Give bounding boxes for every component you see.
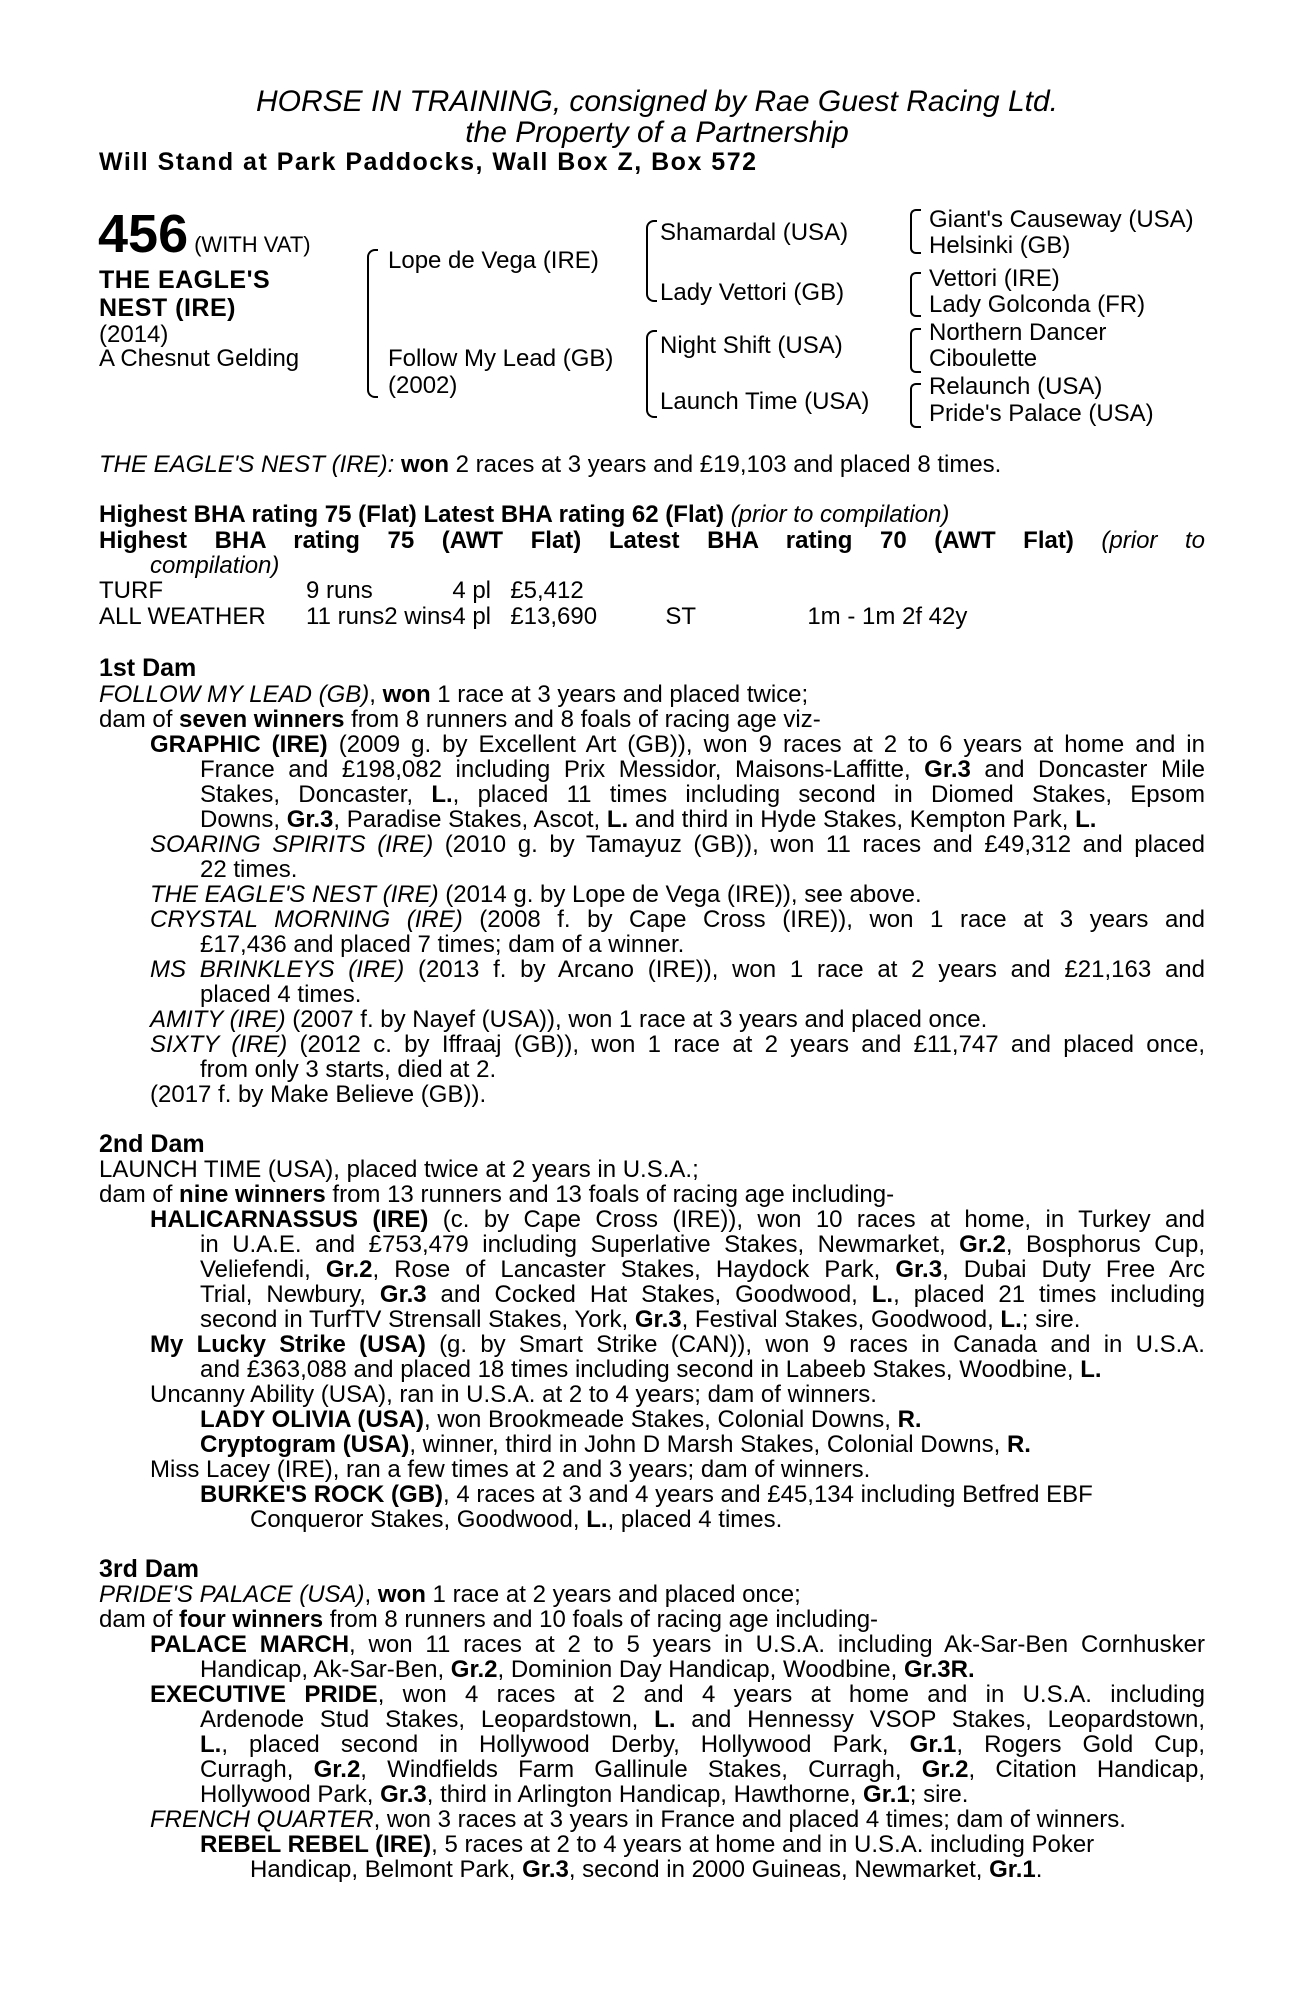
performance-row-aw: ALL WEATHER 11 runs 2 wins 4 pl £13,690 ST 1m - 1m 2f 42y xyxy=(99,603,968,630)
produce-graphic-4: Downs, Gr.3, Paradise Stakes, Ascot, L. and third in Hyde Stakes, Kempton Park, L. xyxy=(200,806,1097,833)
pedigree-brace-g56 xyxy=(910,328,921,373)
pedigree-dam-year: (2002) xyxy=(388,372,458,399)
pedigree-gg2: Helsinki (GB) xyxy=(929,232,1071,259)
foaling-year: (2014) xyxy=(99,321,169,348)
produce-miss-lacey: Miss Lacey (IRE), ran a few times at 2 and 3 years; dam of winners. xyxy=(150,1456,871,1483)
pedigree-dam-dam: Launch Time (USA) xyxy=(660,388,870,415)
produce-rebel-rebel-2: Handicap, Belmont Park, Gr.3, second in 2000 Guineas, Newmarket, Gr.1. xyxy=(250,1856,1043,1883)
vat-note: (WITH VAT) xyxy=(194,232,311,257)
produce-halicarnassus-4: Trial, Newbury, Gr.3 and Cocked Hat Stakes, Goodwood, L., placed 21 times including xyxy=(200,1281,1205,1308)
third-dam-heading: 3rd Dam xyxy=(99,1555,200,1583)
produce-soaring-spirits-2: 22 times. xyxy=(200,856,298,883)
first-dam-line: FOLLOW MY LEAD (GB), won 1 race at 3 years and placed twice; xyxy=(99,681,809,708)
pedigree-gg3: Vettori (IRE) xyxy=(929,265,1060,292)
produce-french-quarter: FRENCH QUARTER, won 3 races at 3 years in France and placed 4 times; dam of winners. xyxy=(150,1806,1126,1833)
performance-row-turf: TURF 9 runs 4 pl £5,412 xyxy=(99,577,584,604)
produce-executive-pride-5: Hollywood Park, Gr.3, third in Arlington Handicap, Hawthorne, Gr.1; sire. xyxy=(200,1781,969,1808)
pedigree-sire-dam: Lady Vettori (GB) xyxy=(660,279,845,306)
produce-halicarnassus-3: Veliefendi, Gr.2, Rose of Lancaster Stakes, Haydock Park, Gr.3, Dubai Duty Free Arc xyxy=(200,1256,1206,1283)
first-dam-heading: 1st Dam xyxy=(99,654,197,682)
produce-ms-brinkleys: MS BRINKLEYS (IRE) (2013 f. by Arcano (IRE)), won 1 race at 2 years and £21,163 and xyxy=(150,956,1205,983)
produce-rebel-rebel: REBEL REBEL (IRE), 5 races at 2 to 4 years at home and in U.S.A. including Poker xyxy=(200,1831,1095,1858)
produce-crystal-morning-2: £17,436 and placed 7 times; dam of a winner. xyxy=(200,931,685,958)
third-dam-line: PRIDE'S PALACE (USA), won 1 race at 2 years and placed once; xyxy=(99,1581,801,1608)
pedigree-gg4: Lady Golconda (FR) xyxy=(929,291,1146,318)
produce-graphic-3: Stakes, Doncaster, L., placed 11 times including second in Diomed Stakes, Epsom xyxy=(200,781,1205,808)
horse-name-line1: THE EAGLE'S xyxy=(99,266,271,294)
pedigree-dam-sire: Night Shift (USA) xyxy=(660,332,843,359)
produce-executive-pride-2: Ardenode Stud Stakes, Leopardstown, L. and Hennessy VSOP Stakes, Leopardstown, xyxy=(200,1706,1206,1733)
produce-crystal-morning: CRYSTAL MORNING (IRE) (2008 f. by Cape Cross (IRE)), won 1 race at 3 years and xyxy=(150,906,1205,933)
horse-description: A Chesnut Gelding xyxy=(99,345,300,372)
produce-lady-olivia: LADY OLIVIA (USA), won Brookmeade Stakes, Colonial Downs, R. xyxy=(200,1406,922,1433)
rating-awt-cont: compilation) xyxy=(150,552,280,579)
race-summary: THE EAGLE'S NEST (IRE): won 2 races at 3 years and £19,103 and placed 8 times. xyxy=(99,451,1002,478)
produce-uncanny-ability: Uncanny Ability (USA), ran in U.S.A. at 2 to 4 years; dam of winners. xyxy=(150,1381,877,1408)
lot-number: 456 xyxy=(98,204,189,264)
pedigree-brace-g12 xyxy=(910,209,921,254)
produce-sixty-2: from only 3 starts, died at 2. xyxy=(200,1056,497,1083)
first-dam-produce: dam of seven winners from 8 runners and 8 foals of racing age viz- xyxy=(99,706,821,733)
pedigree-gg6: Ciboulette xyxy=(929,345,1038,372)
produce-burkes-rock-2: Conqueror Stakes, Goodwood, L., placed 4 times. xyxy=(250,1506,783,1533)
stable-location: Will Stand at Park Paddocks, Wall Box Z, Box 572 xyxy=(99,148,758,176)
pedigree-brace-main xyxy=(367,249,378,398)
produce-my-lucky-strike: My Lucky Strike (USA) (g. by Smart Strike (CAN)), won 9 races in Canada and in U.S.A. xyxy=(150,1331,1205,1358)
produce-halicarnassus-5: second in TurfTV Strensall Stakes, York, Gr.3, Festival Stakes, Goodwood, L.; sire. xyxy=(200,1306,1081,1333)
produce-sixty: SIXTY (IRE) (2012 c. by Iffraaj (GB)), won 1 race at 2 years and £11,747 and placed once, xyxy=(150,1031,1205,1058)
produce-soaring-spirits: SOARING SPIRITS (IRE) (2010 g. by Tamayuz (GB)), won 11 races and £49,312 and placed xyxy=(150,831,1205,858)
pedigree-dam: Follow My Lead (GB) xyxy=(388,345,614,372)
produce-palace-march-2: Handicap, Ak-Sar-Ben, Gr.2, Dominion Day Handicap, Woodbine, Gr.3R. xyxy=(200,1656,975,1683)
produce-amity: AMITY (IRE) (2007 f. by Nayef (USA)), won 1 race at 3 years and placed once. xyxy=(150,1006,988,1033)
produce-halicarnassus: HALICARNASSUS (IRE) (c. by Cape Cross (IRE)), won 10 races at home, in Turkey and xyxy=(150,1206,1205,1233)
pedigree-gg1: Giant's Causeway (USA) xyxy=(929,206,1194,233)
produce-halicarnassus-2: in U.A.E. and £753,479 including Superlative Stakes, Newmarket, Gr.2, Bosphorus Cup, xyxy=(200,1231,1206,1258)
produce-my-lucky-strike-2: and £363,088 and placed 18 times including second in Labeeb Stakes, Woodbine, L. xyxy=(200,1356,1102,1383)
produce-ms-brinkleys-2: placed 4 times. xyxy=(200,981,362,1008)
second-dam-produce: dam of nine winners from 13 runners and 13 foals of racing age including- xyxy=(99,1181,895,1208)
produce-cryptogram: Cryptogram (USA), winner, third in John D Marsh Stakes, Colonial Downs, R. xyxy=(200,1431,1031,1458)
third-dam-produce: dam of four winners from 8 runners and 10 foals of racing age including- xyxy=(99,1606,879,1633)
produce-executive-pride-3: L., placed second in Hollywood Derby, Hollywood Park, Gr.1, Rogers Gold Cup, xyxy=(200,1731,1205,1758)
produce-eagles-nest: THE EAGLE'S NEST (IRE) (2014 g. by Lope de Vega (IRE)), see above. xyxy=(150,881,922,908)
second-dam-heading: 2nd Dam xyxy=(99,1130,205,1158)
pedigree-gg7: Relaunch (USA) xyxy=(929,373,1103,400)
produce-executive-pride-4: Curragh, Gr.2, Windfields Farm Gallinule Stakes, Curragh, Gr.2, Citation Handicap, xyxy=(200,1756,1205,1783)
property-line: the Property of a Partnership xyxy=(465,116,849,149)
performance-table xyxy=(99,578,967,630)
pedigree-brace-g78 xyxy=(910,383,921,428)
produce-graphic: GRAPHIC (IRE) (2009 g. by Excellent Art (GB)), won 9 races at 2 to 6 years at home and in xyxy=(150,731,1205,758)
pedigree-sire-sire: Shamardal (USA) xyxy=(660,219,849,246)
pedigree-gg8: Pride's Palace (USA) xyxy=(929,400,1154,427)
consignor-line: HORSE IN TRAINING, consigned by Rae Guest Racing Ltd. xyxy=(256,85,1058,118)
produce-palace-march: PALACE MARCH, won 11 races at 2 to 5 years in U.S.A. including Ak-Sar-Ben Cornhusker xyxy=(150,1631,1205,1658)
pedigree-brace-dam xyxy=(646,330,657,418)
pedigree-brace-sire xyxy=(646,220,657,302)
rating-awt: Highest BHA rating 75 (AWT Flat) Latest BHA rating 70 (AWT Flat) (prior to xyxy=(99,527,1206,554)
pedigree-gg5: Northern Dancer xyxy=(929,319,1107,346)
produce-graphic-2: France and £198,082 including Prix Messidor, Maisons-Laffitte, Gr.3 and Doncaster Mile xyxy=(200,756,1205,783)
produce-burkes-rock: BURKE'S ROCK (GB), 4 races at 3 and 4 years and £45,134 including Betfred EBF xyxy=(200,1481,1093,1508)
rating-flat: Highest BHA rating 75 (Flat) Latest BHA rating 62 (Flat) (prior to compilation) xyxy=(99,501,950,528)
produce-2017-filly: (2017 f. by Make Believe (GB)). xyxy=(150,1081,487,1108)
produce-executive-pride: EXECUTIVE PRIDE, won 4 races at 2 and 4 years at home and in U.S.A. including xyxy=(150,1681,1205,1708)
pedigree-sire: Lope de Vega (IRE) xyxy=(388,247,599,274)
pedigree-brace-g34 xyxy=(910,272,921,317)
second-dam-line: LAUNCH TIME (USA), placed twice at 2 years in U.S.A.; xyxy=(99,1156,699,1183)
horse-name-line2: NEST (IRE) xyxy=(99,294,236,322)
